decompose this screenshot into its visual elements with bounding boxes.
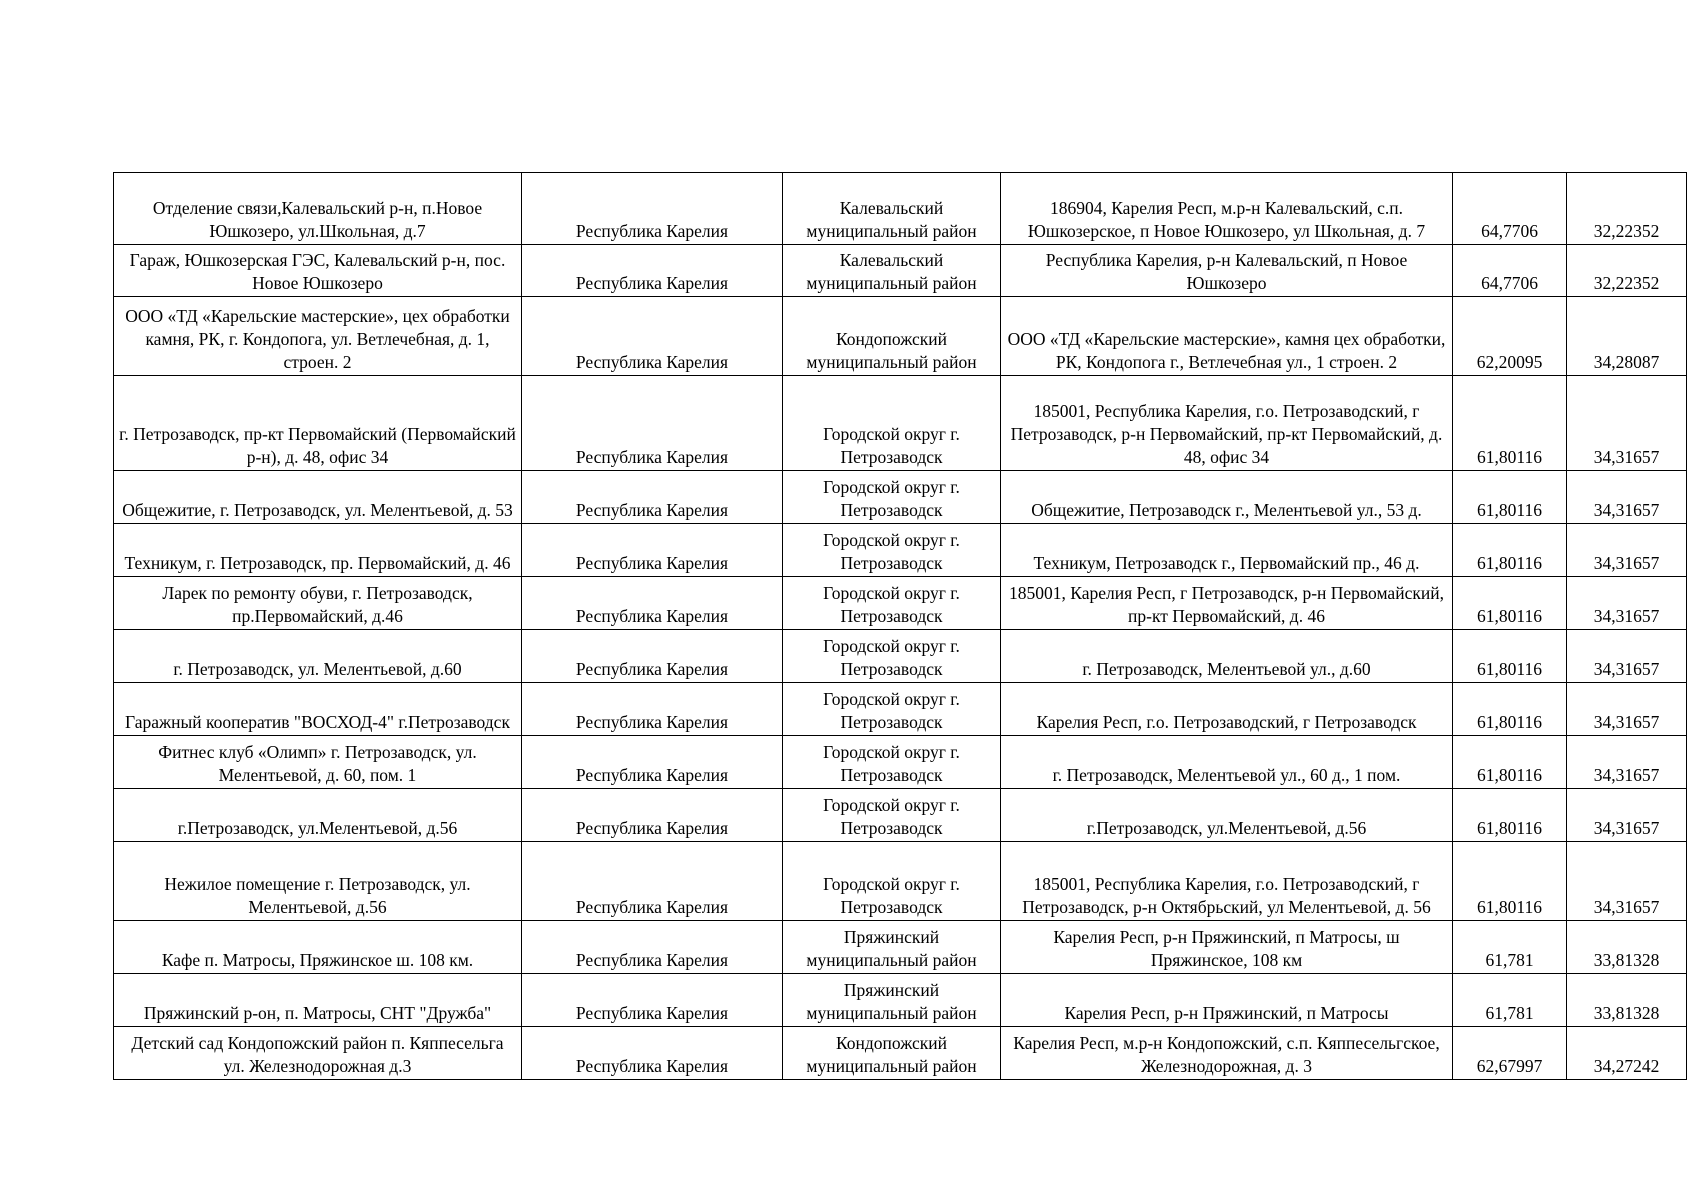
table-row <box>114 471 1687 524</box>
latitude-cell: 61,80116 <box>1453 683 1567 736</box>
latitude-cell: 61,80116 <box>1453 736 1567 789</box>
region-cell: Республика Карелия <box>522 577 783 630</box>
longitude-cell: 34,31657 <box>1567 683 1687 736</box>
address-cell: Республика Карелия, р-н Калевальский, п Новое Юшкозеро <box>1001 245 1453 297</box>
district-cell: Городской округ г. Петрозаводск <box>783 789 1001 842</box>
region-cell: Республика Карелия <box>522 524 783 577</box>
address-cell: г. Петрозаводск, Мелентьевой ул., 60 д., 1 пом. <box>1001 736 1453 789</box>
address-cell: 185001, Карелия Респ, г Петрозаводск, р-н Первомайский, пр-кт Первомайский, д. 46 <box>1001 577 1453 630</box>
object-name-cell: ООО «ТД «Карельские мастерские», цех обработки камня, РК, г. Кондопога, ул. Ветлечебная, д. 1, строен. 2 <box>114 297 522 376</box>
district-cell: Калевальский муниципальный район <box>783 245 1001 297</box>
address-cell: Карелия Респ, р-н Пряжинский, п Матросы <box>1001 974 1453 1027</box>
longitude-cell: 33,81328 <box>1567 974 1687 1027</box>
object-name-cell: Ларек по ремонту обуви, г. Петрозаводск, пр.Первомайский, д.46 <box>114 577 522 630</box>
address-cell: г.Петрозаводск, ул.Мелентьевой, д.56 <box>1001 789 1453 842</box>
table-row <box>114 376 1687 471</box>
region-cell: Республика Карелия <box>522 842 783 921</box>
address-cell: ООО «ТД «Карельские мастерские», камня цех обработки, РК, Кондопога г., Ветлечебная ул., 1 строен. 2 <box>1001 297 1453 376</box>
region-cell: Республика Карелия <box>522 245 783 297</box>
table-row <box>114 974 1687 1027</box>
district-cell: Кондопожский муниципальный район <box>783 1027 1001 1080</box>
object-name-cell: Нежилое помещение г. Петрозаводск, ул. Мелентьевой, д.56 <box>114 842 522 921</box>
object-name-cell: Кафе п. Матросы, Пряжинское ш. 108 км. <box>114 921 522 974</box>
district-cell: Городской округ г. Петрозаводск <box>783 524 1001 577</box>
region-cell: Республика Карелия <box>522 1027 783 1080</box>
latitude-cell: 64,7706 <box>1453 245 1567 297</box>
region-cell: Республика Карелия <box>522 736 783 789</box>
longitude-cell: 34,31657 <box>1567 524 1687 577</box>
table-row <box>114 736 1687 789</box>
district-cell: Городской округ г. Петрозаводск <box>783 842 1001 921</box>
region-cell: Республика Карелия <box>522 376 783 471</box>
objects-table-body <box>114 173 1687 1080</box>
longitude-cell: 34,31657 <box>1567 471 1687 524</box>
address-cell: Карелия Респ, м.р-н Кондопожский, с.п. Кяппесельгское, Железнодорожная, д. 3 <box>1001 1027 1453 1080</box>
district-cell: Пряжинский муниципальный район <box>783 921 1001 974</box>
latitude-cell: 62,67997 <box>1453 1027 1567 1080</box>
longitude-cell: 34,31657 <box>1567 376 1687 471</box>
longitude-cell: 32,22352 <box>1567 245 1687 297</box>
region-cell: Республика Карелия <box>522 789 783 842</box>
table-row <box>114 173 1687 245</box>
address-cell: 185001, Республика Карелия, г.о. Петрозаводский, г Петрозаводск, р-н Октябрьский, ул Мелентьевой, д. 56 <box>1001 842 1453 921</box>
region-cell: Республика Карелия <box>522 471 783 524</box>
district-cell: Городской округ г. Петрозаводск <box>783 471 1001 524</box>
table-row <box>114 842 1687 921</box>
table-row <box>114 921 1687 974</box>
table-row <box>114 524 1687 577</box>
address-cell: Техникум, Петрозаводск г., Первомайский пр., 46 д. <box>1001 524 1453 577</box>
longitude-cell: 33,81328 <box>1567 921 1687 974</box>
object-name-cell: Фитнес клуб «Олимп» г. Петрозаводск, ул. Мелентьевой, д. 60, пом. 1 <box>114 736 522 789</box>
table-row <box>114 297 1687 376</box>
table-row <box>114 789 1687 842</box>
longitude-cell: 32,22352 <box>1567 173 1687 245</box>
region-cell: Республика Карелия <box>522 297 783 376</box>
latitude-cell: 64,7706 <box>1453 173 1567 245</box>
object-name-cell: Детский сад Кондопожский район п. Кяппесельга ул. Железнодорожная д.3 <box>114 1027 522 1080</box>
district-cell: Городской округ г. Петрозаводск <box>783 630 1001 683</box>
objects-table <box>113 172 1687 1080</box>
latitude-cell: 62,20095 <box>1453 297 1567 376</box>
table-row <box>114 577 1687 630</box>
longitude-cell: 34,31657 <box>1567 736 1687 789</box>
object-name-cell: Техникум, г. Петрозаводск, пр. Первомайский, д. 46 <box>114 524 522 577</box>
object-name-cell: Гаражный кооператив "ВОСХОД-4" г.Петрозаводск <box>114 683 522 736</box>
address-cell: Общежитие, Петрозаводск г., Мелентьевой ул., 53 д. <box>1001 471 1453 524</box>
object-name-cell: г. Петрозаводск, пр-кт Первомайский (Первомайский р-н), д. 48, офис 34 <box>114 376 522 471</box>
object-name-cell: Общежитие, г. Петрозаводск, ул. Мелентьевой, д. 53 <box>114 471 522 524</box>
table-row <box>114 1027 1687 1080</box>
longitude-cell: 34,31657 <box>1567 577 1687 630</box>
district-cell: Городской округ г. Петрозаводск <box>783 683 1001 736</box>
region-cell: Республика Карелия <box>522 630 783 683</box>
address-cell: Карелия Респ, г.о. Петрозаводский, г Петрозаводск <box>1001 683 1453 736</box>
district-cell: Городской округ г. Петрозаводск <box>783 376 1001 471</box>
longitude-cell: 34,31657 <box>1567 630 1687 683</box>
latitude-cell: 61,80116 <box>1453 842 1567 921</box>
latitude-cell: 61,80116 <box>1453 471 1567 524</box>
region-cell: Республика Карелия <box>522 974 783 1027</box>
latitude-cell: 61,80116 <box>1453 524 1567 577</box>
district-cell: Городской округ г. Петрозаводск <box>783 577 1001 630</box>
latitude-cell: 61,80116 <box>1453 376 1567 471</box>
address-cell: Карелия Респ, р-н Пряжинский, п Матросы, ш Пряжинское, 108 км <box>1001 921 1453 974</box>
object-name-cell: г.Петрозаводск, ул.Мелентьевой, д.56 <box>114 789 522 842</box>
district-cell: Пряжинский муниципальный район <box>783 974 1001 1027</box>
latitude-cell: 61,781 <box>1453 974 1567 1027</box>
latitude-cell: 61,80116 <box>1453 577 1567 630</box>
object-name-cell: г. Петрозаводск, ул. Мелентьевой, д.60 <box>114 630 522 683</box>
object-name-cell: Пряжинский р-он, п. Матросы, СНТ "Дружба" <box>114 974 522 1027</box>
address-cell: 185001, Республика Карелия, г.о. Петрозаводский, г Петрозаводск, р-н Первомайский, пр-кт Первомайский, д. 48, офис 34 <box>1001 376 1453 471</box>
longitude-cell: 34,31657 <box>1567 842 1687 921</box>
latitude-cell: 61,80116 <box>1453 789 1567 842</box>
address-cell: 186904, Карелия Респ, м.р-н Калевальский, с.п. Юшкозерское, п Новое Юшкозеро, ул Школьная, д. 7 <box>1001 173 1453 245</box>
district-cell: Кондопожский муниципальный район <box>783 297 1001 376</box>
object-name-cell: Отделение связи,Калевальский р-н, п.Новое Юшкозеро, ул.Школьная, д.7 <box>114 173 522 245</box>
district-cell: Городской округ г. Петрозаводск <box>783 736 1001 789</box>
region-cell: Республика Карелия <box>522 173 783 245</box>
table-row <box>114 683 1687 736</box>
address-cell: г. Петрозаводск, Мелентьевой ул., д.60 <box>1001 630 1453 683</box>
table-row <box>114 630 1687 683</box>
longitude-cell: 34,27242 <box>1567 1027 1687 1080</box>
region-cell: Республика Карелия <box>522 683 783 736</box>
district-cell: Калевальский муниципальный район <box>783 173 1001 245</box>
longitude-cell: 34,31657 <box>1567 789 1687 842</box>
table-row <box>114 245 1687 297</box>
latitude-cell: 61,781 <box>1453 921 1567 974</box>
latitude-cell: 61,80116 <box>1453 630 1567 683</box>
longitude-cell: 34,28087 <box>1567 297 1687 376</box>
object-name-cell: Гараж, Юшкозерская ГЭС, Калевальский р-н, пос. Новое Юшкозеро <box>114 245 522 297</box>
region-cell: Республика Карелия <box>522 921 783 974</box>
